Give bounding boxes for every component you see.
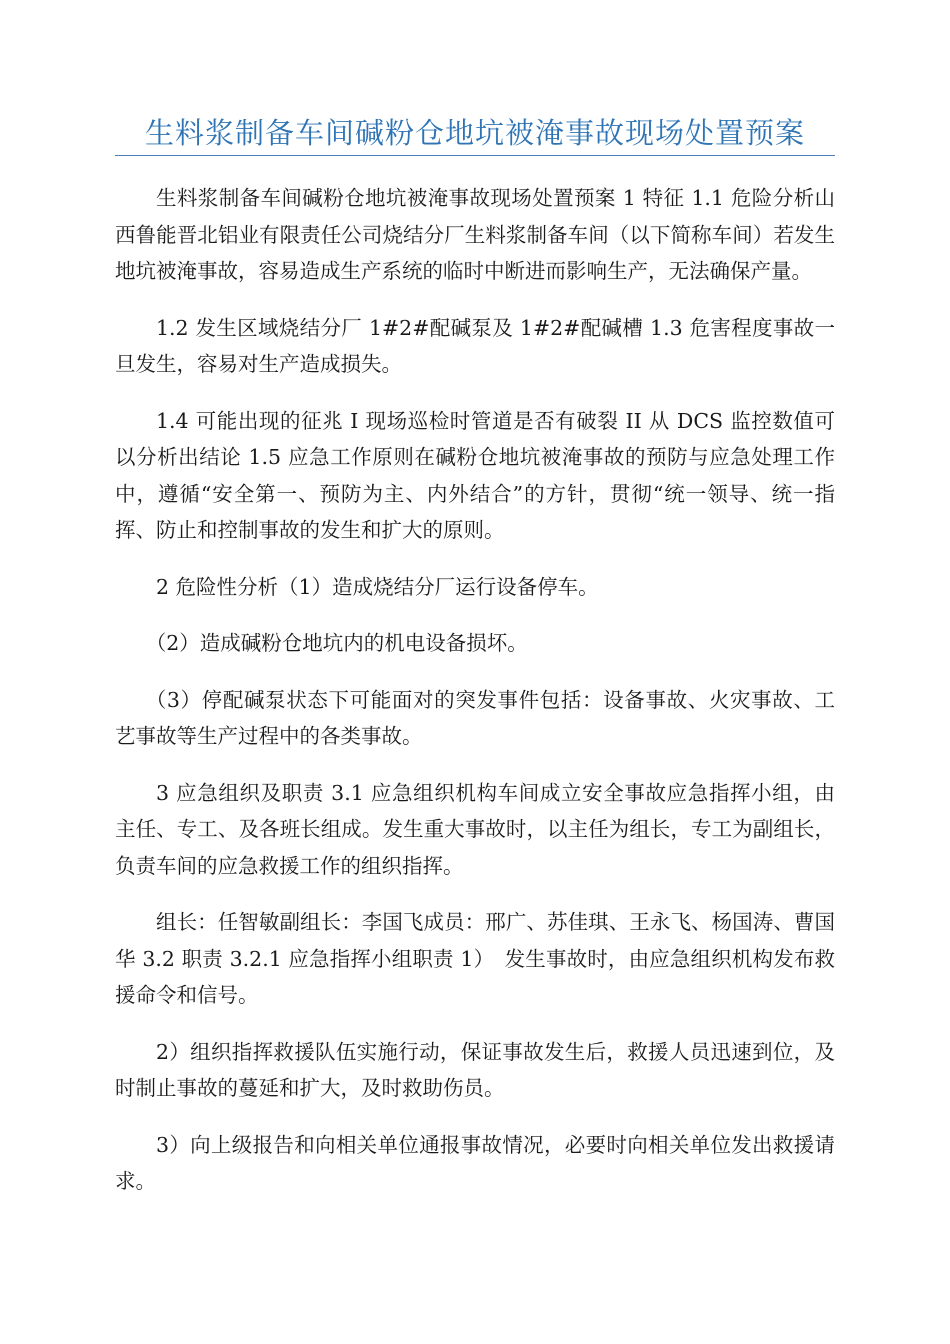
paragraph: 1.4 可能出现的征兆 I 现场巡检时管道是否有破裂 II 从 DCS 监控数值可以分析出结论 1.5 应急工作原则在碱粉仓地坑被淹事故的预防与应急处理工作中，遵循“安全第一、预防为主、内外结合”的方针，贯彻“统一领导、统一指挥、防止和控制事故的发生和扩大的原则。 (115, 408, 835, 542)
paragraph: 2 危险性分析（1）造成烧结分厂运行设备停车。 (156, 574, 599, 599)
paragraph: 组长：任智敏副组长：李国飞成员：邢广、苏佳琪、王永飞、杨国涛、曹国华 3.2 职责 3.2.1 应急指挥小组职责 1） 发生事故时，由应急组织机构发布救援命令和信号。 (115, 910, 835, 1007)
title-underline (115, 155, 835, 156)
paragraph: （3）停配碱泵状态下可能面对的突发事件包括：设备事故、火灾事故、工艺事故等生产过程中的各类事故。 (115, 687, 835, 748)
paragraph: 3）向上级报告和向相关单位通报事故情况，必要时向相关单位发出救援请求。 (115, 1132, 835, 1193)
paragraph: 1.2 发生区域烧结分厂 1#2#配碱泵及 1#2#配碱槽 1.3 危害程度事故一旦发生，容易对生产造成损失。 (115, 315, 835, 376)
document-title: 生料浆制备车间碱粉仓地坑被淹事故现场处置预案 (144, 116, 805, 150)
paragraph: 2）组织指挥救援队伍实施行动，保证事故发生后，救援人员迅速到位，及时制止事故的蔓延和扩大，及时救助伤员。 (115, 1039, 835, 1100)
paragraph: （2）造成碱粉仓地坑内的机电设备损坏。 (145, 631, 528, 655)
document-body (115, 180, 835, 1220)
paragraph: 生料浆制备车间碱粉仓地坑被淹事故现场处置预案 1 特征 1.1 危险分析山西鲁能晋北铝业有限责任公司烧结分厂生料浆制备车间（以下简称车间）若发生地坑被淹事故，容易造成生产系统的临时中断进而影响生产，无法确保产量。 (115, 186, 835, 283)
paragraph: 3 应急组织及职责 3.1 应急组织机构车间成立安全事故应急指挥小组，由主任、专工、及各班长组成。发生重大事故时，以主任为组长，专工为副组长，负责车间的应急救援工作的组织指挥。 (115, 780, 835, 878)
